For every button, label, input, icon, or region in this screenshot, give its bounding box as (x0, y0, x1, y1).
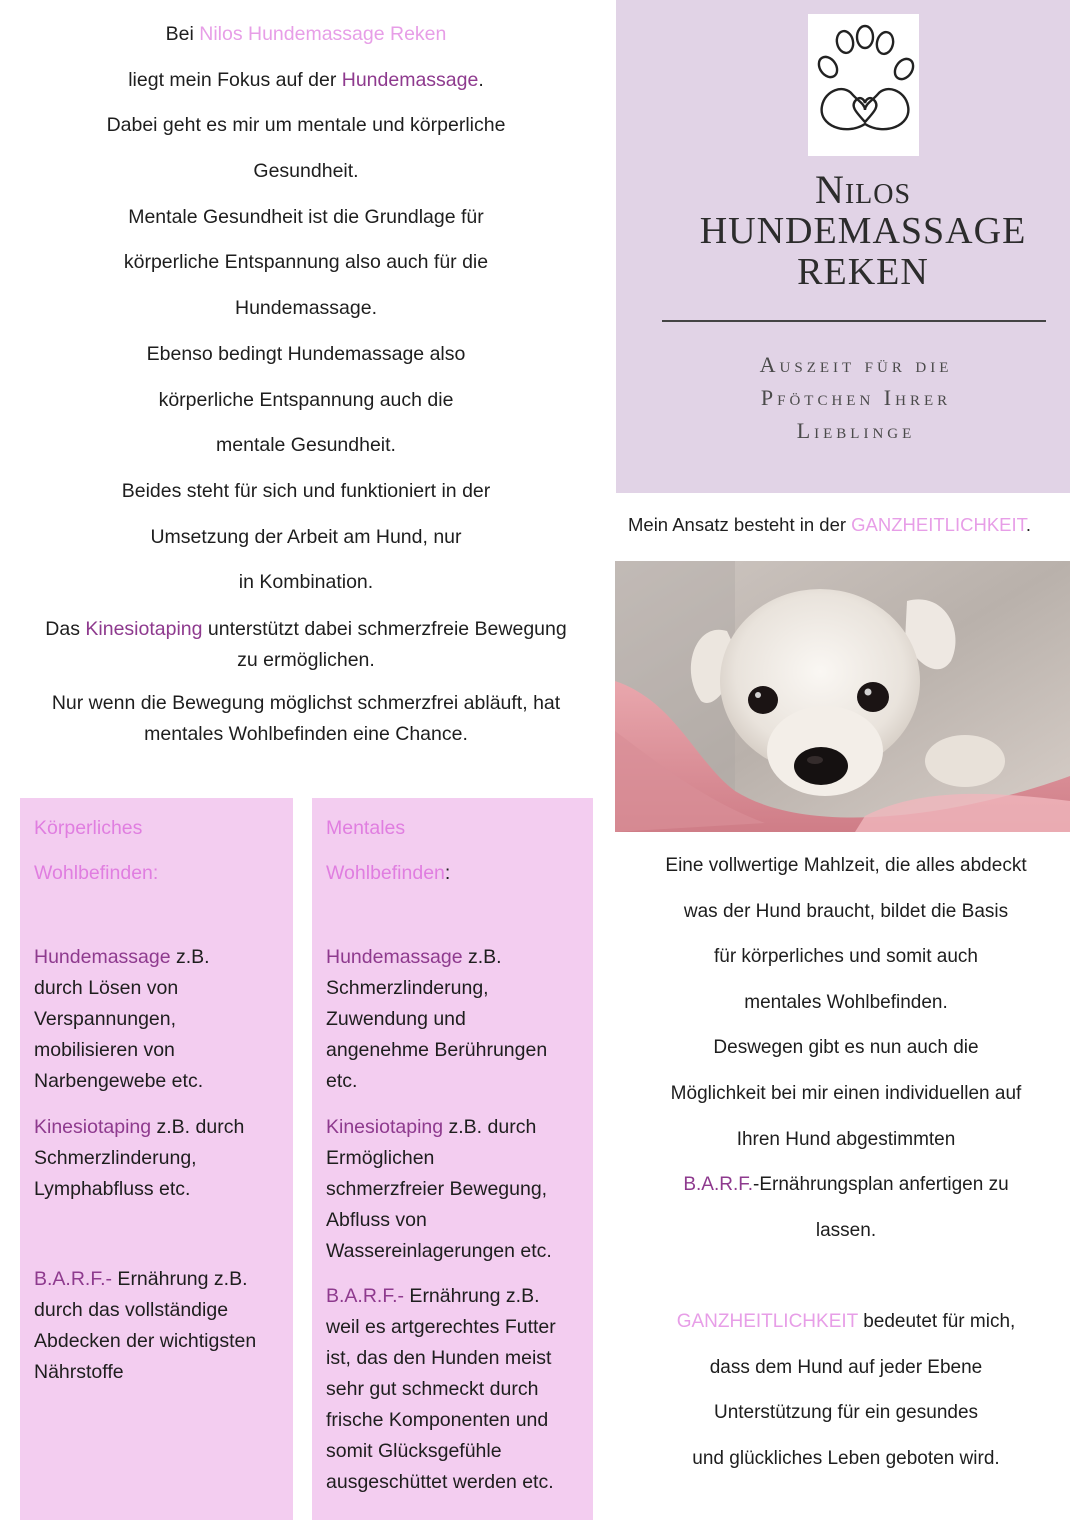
barf-label: B.A.R.F.- (326, 1285, 405, 1307)
kinesio-item (326, 1112, 585, 1267)
intro-line: körperliche Entspannung auch die (158, 388, 454, 411)
intro-line: Mentale Gesundheit ist die Grundlage für (128, 205, 484, 228)
approach-text: Mein Ansatz besteht in der (628, 514, 852, 535)
business-name-highlight: Nilos Hundemassage Reken (199, 23, 447, 45)
item-text: weil es artgerechtes Futter (326, 1316, 556, 1338)
item-text: Wassereinlagerungen etc. (326, 1240, 552, 1262)
intro-line (10, 614, 602, 645)
item-text: z.B. (170, 946, 210, 968)
item-text: Abdecken der wichtigsten (34, 1330, 257, 1352)
nur-paragraph (10, 688, 602, 750)
intro-line: Dabei geht es mir um mentale und körperliche (106, 114, 506, 137)
intro-line: Nur wenn die Bewegung möglichst schmerzfrei abläuft, hat (51, 691, 561, 714)
nutrition-text-segment: bedeutet für mich, (857, 1310, 1016, 1332)
heading-text: Wohlbefinden (326, 862, 445, 884)
tagline-line: Pfötchen Ihrer (760, 385, 952, 410)
item-text: schmerzfreier Bewegung, (326, 1178, 548, 1200)
intro-line: Gesundheit. (253, 160, 359, 183)
item-text: Nährstoffe (34, 1361, 124, 1383)
intro-text-segment: . (478, 68, 484, 91)
brand-line (616, 251, 1070, 292)
intro-line: mentale Gesundheit. (216, 434, 396, 457)
massage-item (326, 942, 585, 1097)
nutrition-line: Unterstützung für ein gesundes (713, 1402, 979, 1424)
kinesiotaping-highlight: Kinesiotaping (85, 617, 203, 640)
nutrition-line: Deswegen gibt es nun auch die (713, 1037, 979, 1059)
ganzheitlichkeit-highlight: GANZHEITLICHKEIT (851, 514, 1026, 535)
item-text: Narbengewebe etc. (34, 1070, 204, 1092)
intro-line: Hundemassage. (234, 297, 377, 320)
intro-line: mentales Wohlbefinden eine Chance. (144, 722, 468, 745)
box-heading: Körperliches (34, 817, 143, 839)
intro-text-segment: unterstützt dabei schmerzfreie Bewegung (202, 617, 567, 640)
item-text: etc. (326, 1070, 358, 1092)
nutrition-line: was der Hund braucht, bildet die Basis (683, 900, 1009, 922)
nutrition-line: Eine vollwertige Mahlzeit, die alles abdeckt (665, 855, 1027, 876)
nutrition-line: für körperliches und somit auch (713, 946, 978, 968)
item-text: Schmerzlinderung, (34, 1147, 197, 1169)
item-text: z.B. durch (151, 1116, 245, 1138)
intro-text-segment: liegt mein Fokus auf der (128, 68, 342, 91)
tagline (616, 348, 1070, 447)
intro-line: Umsetzung der Arbeit am Hund, nur (150, 525, 462, 548)
massage-label: Hundemassage (326, 946, 463, 968)
item-text: ist, das den Hunden meist (326, 1347, 552, 1369)
barf-highlight: B.A.R.F. (683, 1174, 754, 1196)
paw-heart-logo-svg (808, 14, 919, 156)
item-text: Verspannungen, (34, 1008, 177, 1030)
nutrition-line: und glückliches Leben geboten wird. (692, 1447, 1000, 1469)
box-heading: Wohlbefinden: (34, 862, 159, 884)
nutrition-line (630, 1165, 1062, 1211)
spacer (630, 1256, 1062, 1302)
item-text: Ermöglichen (326, 1147, 435, 1169)
intro-line: körperliche Entspannung also auch für die (123, 251, 489, 274)
approach-statement (628, 514, 1070, 536)
nutrition-line: dass dem Hund auf jeder Ebene (709, 1356, 983, 1378)
intro-line: Ebenso bedingt Hundemassage also (146, 342, 466, 365)
box-heading: Mentales (326, 817, 406, 839)
box-heading (326, 851, 585, 896)
item-text: z.B. durch (443, 1116, 537, 1138)
intro-line: zu ermöglichen. (237, 648, 375, 671)
intro-line: in Kombination. (238, 571, 374, 594)
nutrition-line: Ihren Hund abgestimmten (736, 1128, 956, 1150)
tagline-line: Lieblinge (796, 418, 916, 443)
item-text: Schmerzlinderung, (326, 977, 489, 999)
brand-word: HUNDEMASSAGE (699, 210, 1027, 252)
nutrition-text-segment: -Ernährungsplan anfertigen zu (753, 1174, 1009, 1196)
massage-item (34, 942, 285, 1097)
item-text: somit Glücksgefühle (326, 1440, 502, 1462)
brand-word: Nilos (814, 167, 912, 212)
kinesio-label: Kinesiotaping (326, 1116, 444, 1138)
barf-label: B.A.R.F.- (34, 1268, 113, 1290)
barf-item (326, 1281, 585, 1498)
heading-colon: : (444, 862, 451, 884)
item-text: Zuwendung und (326, 1008, 466, 1030)
item-text: Ernährung z.B. (112, 1268, 248, 1290)
intro-text-segment: Bei (165, 23, 200, 45)
brand-name (616, 167, 1070, 293)
item-text: durch das vollständige (34, 1299, 229, 1321)
hundemassage-highlight: Hundemassage (341, 68, 479, 91)
approach-text: . (1025, 514, 1032, 535)
nutrition-line: mentales Wohlbefinden. (744, 991, 948, 1013)
brand-line (616, 167, 1070, 212)
nutrition-line: lassen. (815, 1219, 877, 1241)
divider (662, 320, 1046, 322)
item-text: ausgeschüttet werden etc. (326, 1471, 554, 1493)
intro-line (10, 60, 602, 106)
paw-heart-logo-icon (808, 14, 919, 156)
puppy-illustration (615, 561, 1070, 832)
box-mentales-wohlbefinden (312, 798, 593, 1520)
item-text: Ernährung z.B. (404, 1285, 540, 1307)
nutrition-line: Möglichkeit bei mir einen individuellen auf (670, 1082, 1022, 1104)
kinesio-label: Kinesiotaping (34, 1116, 152, 1138)
item-text: sehr gut schmeckt durch (326, 1378, 539, 1400)
item-text: mobilisieren von (34, 1039, 175, 1061)
box-koerperliches-wohlbefinden (20, 798, 293, 1520)
intro-text-segment: Das (45, 617, 86, 640)
item-text: durch Lösen von (34, 977, 179, 999)
ganzheitlichkeit-highlight: GANZHEITLICHKEIT (676, 1310, 858, 1332)
puppy-photo (615, 561, 1070, 832)
kinesio-paragraph (10, 614, 602, 676)
item-text: Abfluss von (326, 1209, 427, 1231)
nutrition-text (630, 846, 1062, 1484)
brand-word: REKEN (797, 251, 929, 293)
tagline-line: Auszeit für die (759, 352, 953, 377)
item-text: angenehme Berührungen (326, 1039, 548, 1061)
intro-line: Beides steht für sich und funktioniert in der (121, 479, 491, 502)
item-text: Lymphabfluss etc. (34, 1178, 191, 1200)
item-text: frische Komponenten und (326, 1409, 549, 1431)
item-text: z.B. (462, 946, 502, 968)
nutrition-line (630, 1302, 1062, 1348)
kinesio-item (34, 1112, 285, 1205)
massage-label: Hundemassage (34, 946, 171, 968)
barf-item (34, 1264, 285, 1388)
intro-text (10, 14, 602, 750)
brand-line (616, 210, 1070, 251)
intro-line (10, 14, 602, 60)
